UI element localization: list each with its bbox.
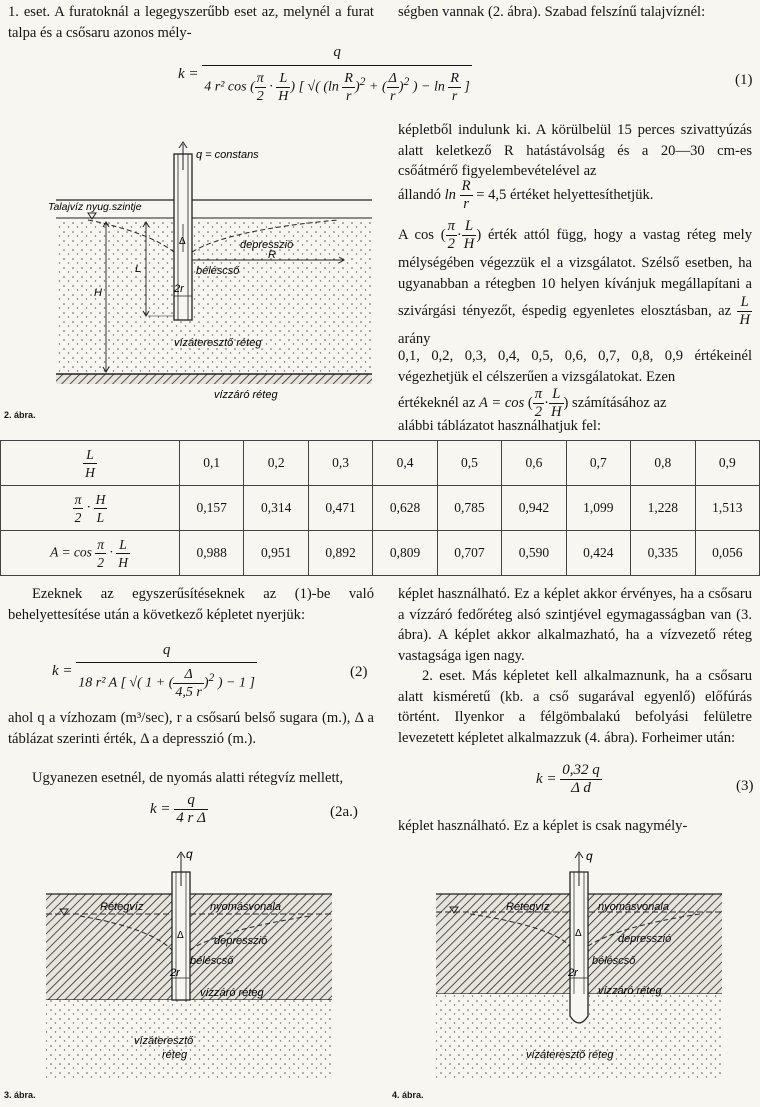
table-cell: 0,3 bbox=[308, 441, 372, 486]
fig2-caption: 2. ábra. bbox=[4, 410, 36, 420]
right-p4: 0,1, 0,2, 0,3, 0,4, 0,5, 0,6, 0,7, 0,8, 0,9 értékeinél végezhetjük el célszerűen a vizsgálatokat. Ezen bbox=[398, 348, 752, 385]
fig2-2r-label: 2r bbox=[174, 283, 184, 295]
fig2-aquifer-label: vízáteresztő réteg bbox=[174, 337, 262, 349]
fig4-q-label: q bbox=[586, 849, 593, 863]
table-cell: 0,951 bbox=[244, 531, 308, 576]
table-cell: 1,228 bbox=[631, 486, 695, 531]
fig2-delta-label: Δ bbox=[179, 236, 186, 247]
eq3-number: (3) bbox=[736, 778, 754, 794]
lower-right-p3: képlet használható. Ez a képlet is csak nagymély- bbox=[398, 818, 688, 834]
fig4-belescso-label: béléscső bbox=[592, 955, 636, 967]
fig3-caption: 3. ábra. bbox=[4, 1090, 36, 1100]
table-cell: 0,2 bbox=[244, 441, 308, 486]
table-cell: 0,590 bbox=[502, 531, 566, 576]
table-cell: 0,785 bbox=[437, 486, 501, 531]
fig4-depressio-label: depresszió bbox=[618, 933, 672, 945]
table-cell: 0,056 bbox=[695, 531, 760, 576]
eq2-number: (2) bbox=[350, 664, 368, 680]
fig3-vizatereszto-label: vízáteresztő bbox=[134, 1035, 194, 1047]
right-p6: alábbi táblázatot használhatjuk fel: bbox=[398, 418, 602, 434]
fig4-vizzaro-label: vízzáró réteg bbox=[598, 985, 662, 997]
fig2-water-label: Talajvíz nyug.szintje bbox=[48, 201, 142, 213]
right-p5: értékeknél az A = cos ( $\frac{\pi}{2}$ · $\frac{L}{H}$ ) számításához az bbox=[398, 386, 667, 420]
lower-right-p1: képlet használható. Ez a képlet akkor érvényes, ha a csősaru a vízzáró fedőréteg alsó szintjével egymagasságban van (3. ábra). A képlet akkor alkalmazható, ha a vízvezető réteg vastagsága igen nagy. bbox=[398, 586, 752, 664]
table-cell: 0,7 bbox=[566, 441, 630, 486]
intro-right: ségben vannak (2. ábra). Szabad felszínű talajvíznél: bbox=[398, 4, 706, 20]
table-cell: 0,4 bbox=[373, 441, 437, 486]
equation-2a: k = $\frac{q}{\text{4 r Δ}}$ bbox=[150, 792, 206, 826]
table-cell: 0,424 bbox=[566, 531, 630, 576]
table-cell: 0,942 bbox=[502, 486, 566, 531]
eq1-fraction bbox=[202, 44, 472, 105]
fig2-H-label: H bbox=[94, 287, 102, 299]
fig4-vizatereszto-label: vízáteresztő réteg bbox=[526, 1049, 614, 1061]
fig2-q-label: q = constans bbox=[196, 149, 259, 161]
table-cell: 0,5 bbox=[437, 441, 501, 486]
aquitard-hatch bbox=[56, 374, 372, 384]
fig3-vizzaro-label: vízzáró réteg bbox=[200, 987, 264, 999]
fig3-reteg-label: réteg bbox=[162, 1049, 188, 1061]
fig4-caption: 4. ábra. bbox=[392, 1090, 424, 1100]
fig3-delta-label: Δ bbox=[177, 930, 184, 941]
table-cell: 0,9 bbox=[695, 441, 760, 486]
figure-4 bbox=[430, 846, 730, 1086]
fig4-2r-label: 2r bbox=[568, 967, 578, 979]
eq1-denominator: 4 r² cos ( $\frac{\pi}{2}$ · $\frac{L}{H}$ ) [ √( (ln $\frac{R}{r}$ )$^2$ + ( $\frac{\Delta}{r}$ )$^2$ ) − ln $\frac{R}{r}$ ] bbox=[204, 71, 470, 104]
table-row-header: $\frac{L}{H}$ bbox=[1, 441, 180, 486]
table-cell: 0,6 bbox=[502, 441, 566, 486]
table-cell: 0,314 bbox=[244, 486, 308, 531]
figure-2 bbox=[8, 140, 380, 430]
table-cell: 0,892 bbox=[308, 531, 372, 576]
eq1-numerator: q bbox=[202, 44, 472, 66]
table-cell: 0,988 bbox=[180, 531, 244, 576]
table-cell: 1,513 bbox=[695, 486, 760, 531]
fig3-retegviz-label: Rétegvíz bbox=[100, 901, 144, 913]
fig2-depressio-label: depresszió bbox=[240, 239, 294, 251]
lower-left-p2: ahol q a vízhozam (m³/sec), r a csősarú belső sugara (m.), Δ a táblázat szerinti érték, Δ a depresszió (m.). bbox=[8, 710, 374, 747]
fig4-retegviz-label: Rétegvíz bbox=[506, 901, 550, 913]
table-cell: 0,8 bbox=[631, 441, 695, 486]
fig4-nyomas-label: nyomásvonala bbox=[598, 901, 669, 913]
table-row-header: $\frac{\pi}{2}$ · $\frac{H}{L}$ bbox=[1, 486, 180, 531]
lookup-table bbox=[0, 440, 760, 576]
table-cell: 0,809 bbox=[373, 531, 437, 576]
table-row bbox=[1, 531, 760, 576]
right-p3: A cos ( $\frac{\pi}{2}$ · $\frac{L}{H}$ ) érték attól függ, hogy a vastag réteg mely mélységében végezzük el a vizsgálatot. Szélső esetben, ha ugyanabban a rétegben 10 helyen kívánjuk megállapítani a szivárgási tényezőt, éspedig egyenletes elosztásban, az $\frac{L}{H}$ arány bbox=[398, 218, 753, 347]
pipe bbox=[570, 872, 588, 1023]
table-cell: 0,471 bbox=[308, 486, 372, 531]
lower-left-p1: Ezeknek az egyszerűsítéseknek az (1)-be való behelyettesítése után a következő képletet nyerjük: bbox=[8, 586, 374, 623]
fig3-belescso-label: béléscső bbox=[190, 955, 234, 967]
fig3-depressio-label: depresszió bbox=[214, 935, 268, 947]
eq2a-number: (2a.) bbox=[330, 804, 358, 820]
lower-left-p3: Ugyanezen esetnél, de nyomás alatti rétegvíz mellett, bbox=[32, 770, 344, 786]
lower-right-p2: 2. eset. Más képletet kell alkalmaznunk, ha a csősaru alatt kisméretű (kb. a cső sugarával egyenlő) előfúrás történt. Ilyenkor a félgömbalakú befolyási felületre levezetett képletet alkalmazzuk (4. ábra). Forheimer után: bbox=[398, 668, 752, 746]
table-cell: 1,099 bbox=[566, 486, 630, 531]
table-cell: 0,707 bbox=[437, 531, 501, 576]
fig3-2r-label: 2r bbox=[170, 967, 180, 979]
equation-2: k = q 18 r² A [ √( 1 + ( $\frac{\Delta}{4,5 r}$ )$^2$ ) − 1 ] bbox=[52, 642, 255, 700]
fig4-delta-label: Δ bbox=[575, 928, 582, 939]
table-cell: 0,335 bbox=[631, 531, 695, 576]
intro-left: 1. eset. A furatoknál a legegyszerűbb eset az, melynél a furat talpa és a csősaru azonos mély- bbox=[8, 4, 374, 41]
equation-3: k = $\frac{0,32 q}{\text{Δ d}}$ bbox=[536, 762, 600, 796]
figure-3 bbox=[40, 846, 340, 1086]
table-cell: 0,157 bbox=[180, 486, 244, 531]
fig2-R-label: R bbox=[268, 249, 276, 261]
fig3-nyomas-label: nyomásvonala bbox=[210, 901, 281, 913]
equation-1 bbox=[178, 44, 472, 105]
fig2-aquitard-label: vízzáró réteg bbox=[214, 389, 278, 401]
eq1-number: (1) bbox=[735, 72, 753, 88]
table-row bbox=[1, 441, 760, 486]
fig2-belescso-label: béléscső bbox=[196, 265, 240, 277]
table-cell: 0,1 bbox=[180, 441, 244, 486]
fig3-q-label: q bbox=[186, 847, 193, 861]
fig2-L-label: L bbox=[135, 263, 142, 275]
eq1-lhs: k = bbox=[178, 65, 199, 82]
table-cell: 0,628 bbox=[373, 486, 437, 531]
right-p1: képletből indulunk ki. A körülbelül 15 perces szivattyúzás alatt keletkező R hatástávolság és a 20—30 cm-es csőátmérő figyelembevételével az bbox=[398, 122, 752, 179]
table-row bbox=[1, 486, 760, 531]
table-row-header: A = cos $\frac{\pi}{2}$ · $\frac{L}{H}$ bbox=[1, 531, 180, 576]
right-p2: állandó ln $\frac{R}{r}$ = 4,5 értéket helyettesíthetjük. bbox=[398, 178, 654, 212]
